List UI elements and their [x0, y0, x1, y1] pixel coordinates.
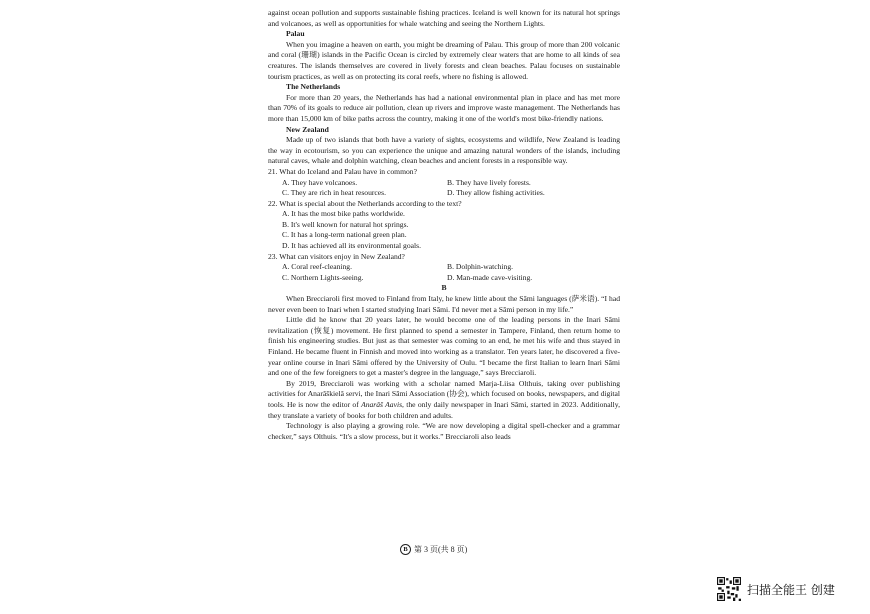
paragraph-3-text-before: By 2019, Brecciaroli was working with a scholar named Marja-Liisa Olthuis, taking over publishing activities for Anarâškielâ servi, the Inari Sāmi Association (协会), which focused on books, newspapers, and digital tools. He is now the editor of — [268, 378, 620, 409]
question-23-options-row-1 — [268, 262, 620, 273]
paper-version-badge: B — [400, 544, 411, 555]
question-22-option-c: C. It has a long-term national green plan. — [282, 230, 407, 240]
section-b-paragraph-1: When Brecciaroli first moved to Finland from Italy, he knew little about the Sāmi languages (萨米语). “I had never even been to Inari when I started studying Inari Sāmi. I'd never met a Sāmi person in my life.” — [268, 294, 620, 314]
scanner-watermark — [717, 577, 835, 601]
question-23-option-c: C. Northern Lights-seeing. — [282, 272, 364, 282]
question-21-option-d: D. They allow fishing activities. — [447, 188, 545, 198]
document-page — [268, 8, 620, 442]
netherlands-paragraph: For more than 20 years, the Netherlands has had a national environmental plan in place and has met more than 70% of its goals to reduce air pollution, clean up rivers and improve waste management. The Netherlands has more than 15,000 km of bike paths across the country, making it one of the world's most bike-friendly nations. — [268, 92, 620, 123]
qr-code-icon — [717, 577, 741, 601]
question-21-option-b: B. They have lively forests. — [447, 177, 531, 187]
question-22-option-d: D. It has achieved all its environmental goals. — [282, 241, 421, 251]
new-zealand-heading: New Zealand — [286, 124, 329, 134]
question-22-option-a: A. It has the most bike paths worldwide. — [282, 209, 405, 219]
new-zealand-paragraph: Made up of two islands that both have a variety of sights, ecosystems and wildlife, New Zealand is leading the way in ecotourism, so you can experience the unique and amazing natural wonders of the islands, including natural caves, whale and dolphin watching, clean beaches and ancient forests in a responsible way. — [268, 135, 620, 166]
question-22-stem: 22. What is special about the Netherlands according to the text? — [268, 198, 462, 208]
question-23-option-d: D. Man-made cave-visiting. — [447, 272, 533, 282]
question-21-options-row-1 — [268, 178, 620, 189]
section-b-paragraph-3 — [268, 379, 620, 421]
question-23-option-a: A. Coral reef-cleaning. — [282, 262, 352, 272]
section-b-label: B — [441, 283, 447, 293]
page-number: 第 3 页(共 8 页) — [414, 545, 468, 554]
section-b-paragraph-2: Little did he know that 20 years later, he would become one of the leading persons in the Inari Sāmi revitalization (恢复) movement. He first planned to spend a semester in Tampere, Finland, then return home to finish his engineering studies. But just as that semester was coming to an end, he met his wife and thus stayed in Finland. He became fluent in Finnish and moved into working as a translator. Ten years later, he discovered a five-year online course in Inari Sāmi offered by the University of Oulu. “I became the first Italian to learn Inari Sāmi and one of the few foreigners to get a master's degree in the language,” says Brecciaroli. — [268, 315, 620, 378]
palau-paragraph: When you imagine a heaven on earth, you might be dreaming of Palau. This group of more than 200 volcanic and coral (珊瑚) islands in the Pacific Ocean is circled by extremely clear waters that are home to all kinds of sea creatures. The islands themselves are covered in lively forests and clean beaches. Palau focuses on sustainable tourism practices, as well as on protecting its coral reefs, where no fishing is allowed. — [268, 39, 620, 81]
question-21-option-a: A. They have volcanoes. — [282, 177, 358, 187]
question-23-options-row-2 — [268, 273, 620, 284]
question-21-stem: 21. What do Iceland and Palau have in common? — [268, 166, 417, 176]
scanner-watermark-text: 扫描全能王 创建 — [747, 582, 835, 597]
paragraph-3-text-after: , the only daily newspaper in Inari Sāmi, started in 2023. Additionally, they translate a variety of books for both children and adults. — [268, 399, 620, 420]
question-22-option-b: B. It's well known for natural hot springs. — [282, 219, 409, 229]
newspaper-title: Anarâš Aavis — [361, 399, 403, 409]
iceland-paragraph-tail: against ocean pollution and supports sustainable fishing practices. Iceland is well known for its natural hot springs and volcanoes, as well as opportunities for whale watching and seeing the Northern Lights. — [268, 8, 620, 28]
netherlands-heading: The Netherlands — [286, 82, 341, 92]
question-21-options-row-2 — [268, 188, 620, 199]
question-23-stem: 23. What can visitors enjoy in New Zealand? — [268, 251, 405, 261]
question-23-option-b: B. Dolphin-watching. — [447, 262, 514, 272]
question-21-option-c: C. They are rich in heat resources. — [282, 188, 387, 198]
section-b-paragraph-4: Technology is also playing a growing role. “We are now developing a digital spell-checker and a grammar checker,” says Olthuis. “It's a slow process, but it works.” Brecciaroli also leads — [268, 421, 620, 441]
palau-heading: Palau — [286, 29, 305, 39]
page-footer — [400, 544, 467, 555]
